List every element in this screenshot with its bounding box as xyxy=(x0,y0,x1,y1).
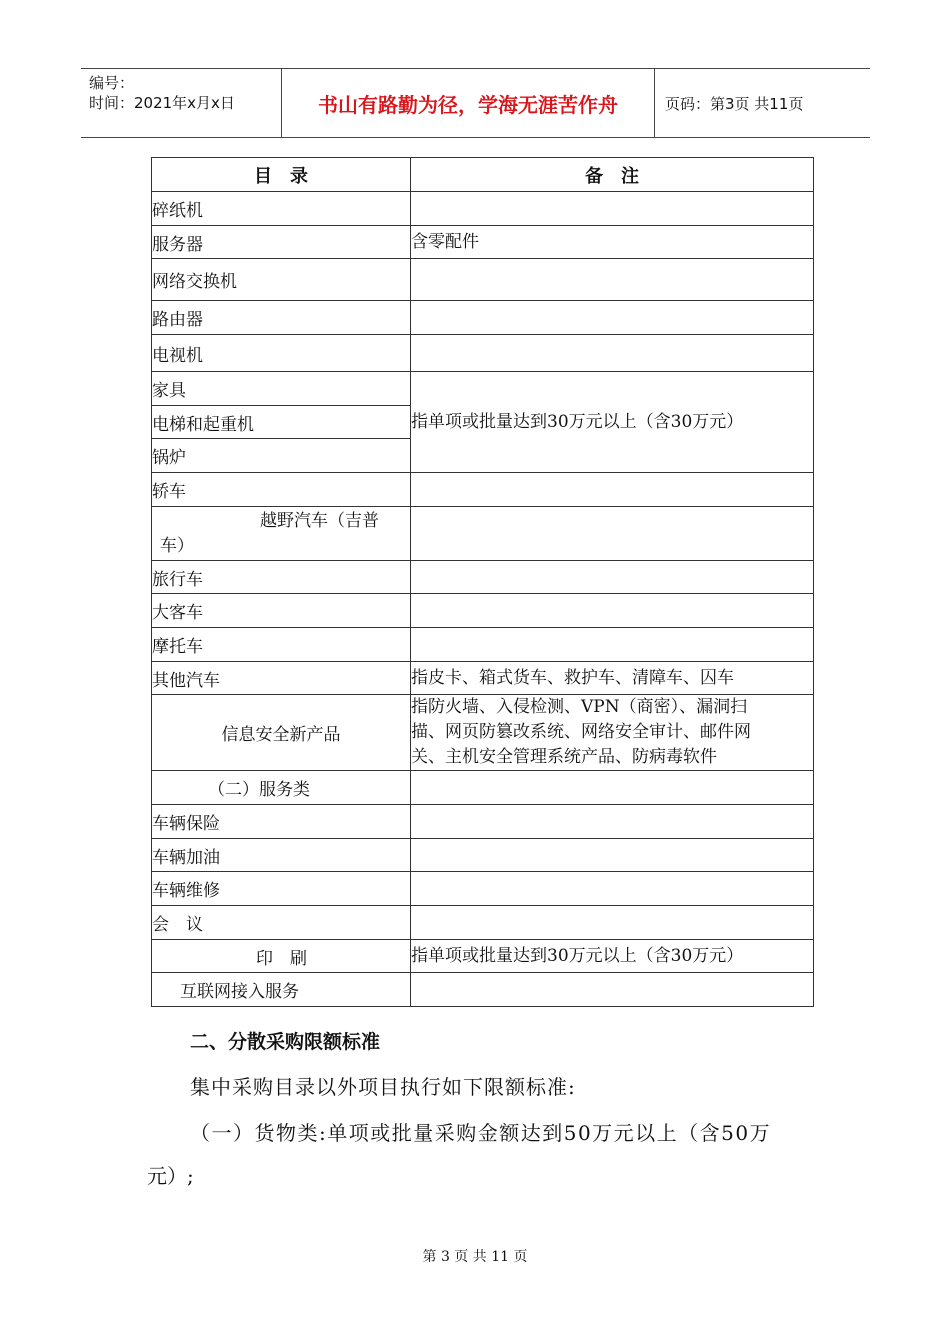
table-row xyxy=(152,507,814,561)
col-header-remark: 备 注 xyxy=(411,158,814,192)
table-row xyxy=(152,805,814,839)
row-item: 路由器 xyxy=(152,301,411,335)
row-item: 家具 xyxy=(152,372,411,406)
table-row xyxy=(152,259,814,301)
row-item: 印 刷 xyxy=(152,940,411,973)
row-remark xyxy=(411,192,814,226)
table-row xyxy=(152,226,814,259)
row-item: 互联网接入服务 xyxy=(152,973,411,1007)
header-meta xyxy=(81,69,282,137)
row-item: 摩托车 xyxy=(152,628,411,662)
row-remark: 指单项或批量达到30万元以上（含30万元） xyxy=(411,940,814,973)
row-item-line1: 越野汽车（吉普 xyxy=(260,510,379,531)
time-label: 时间：2021年x月x日 xyxy=(89,94,235,112)
row-item: 网络交换机 xyxy=(152,259,411,301)
table-row xyxy=(152,301,814,335)
paragraph-line: 元）; xyxy=(147,1164,194,1188)
row-remark xyxy=(411,839,814,872)
row-item-line2: 车） xyxy=(160,535,194,556)
remark-line: 指防火墙、入侵检测、VPN（商密）、漏洞扫 xyxy=(411,697,748,717)
row-remark xyxy=(411,594,814,628)
header-motto: 书山有路勤为径，学海无涯苦作舟 xyxy=(282,69,655,137)
paragraph-line: （一）货物类:单项或批量采购金额达到50万元以上（含50万 xyxy=(190,1121,772,1145)
row-item-wrapped xyxy=(152,507,411,561)
row-item: 信息安全新产品 xyxy=(152,695,411,771)
row-remark: 含零配件 xyxy=(411,226,814,259)
row-remark-merged: 指单项或批量达到30万元以上（含30万元） xyxy=(411,372,814,473)
row-remark xyxy=(411,507,814,561)
row-remark xyxy=(411,628,814,662)
row-item: 大客车 xyxy=(152,594,411,628)
table-row xyxy=(152,335,814,372)
table-row xyxy=(152,973,814,1007)
row-item: 其他汽车 xyxy=(152,662,411,695)
table-row xyxy=(152,906,814,940)
row-item: 车辆维修 xyxy=(152,872,411,906)
paragraph: 集中采购目录以外项目执行如下限额标准: xyxy=(190,1075,576,1099)
row-item: 锅炉 xyxy=(152,439,411,473)
table-row xyxy=(152,372,814,406)
row-item: 车辆加油 xyxy=(152,839,411,872)
row-item: 服务器 xyxy=(152,226,411,259)
row-remark xyxy=(411,805,814,839)
table-row xyxy=(152,561,814,594)
page-header xyxy=(81,68,870,138)
catalog-table xyxy=(151,157,814,1007)
table-header-row xyxy=(152,158,814,192)
table-row xyxy=(152,192,814,226)
row-item: 碎纸机 xyxy=(152,192,411,226)
table-row xyxy=(152,872,814,906)
row-remark xyxy=(411,335,814,372)
section-title: 二、分散采购限额标准 xyxy=(190,1031,381,1053)
row-item: 会 议 xyxy=(152,906,411,940)
table-row xyxy=(152,695,814,771)
table-row xyxy=(152,662,814,695)
row-item-section: （二）服务类 xyxy=(152,771,411,805)
remark-line: 关、主机安全管理系统产品、防病毒软件 xyxy=(411,747,717,767)
number-label: 编号： xyxy=(89,74,135,92)
row-item: 电梯和起重机 xyxy=(152,406,411,439)
row-remark-multiline xyxy=(411,695,814,771)
table-row xyxy=(152,839,814,872)
header-page-info: 页码：第3页 共11页 xyxy=(665,94,804,113)
table-row xyxy=(152,771,814,805)
row-remark xyxy=(411,973,814,1007)
row-item: 电视机 xyxy=(152,335,411,372)
row-item: 轿车 xyxy=(152,473,411,507)
table-row xyxy=(152,940,814,973)
row-remark: 指皮卡、箱式货车、救护车、清障车、囚车 xyxy=(411,662,814,695)
row-remark xyxy=(411,259,814,301)
remark-line: 描、网页防篡改系统、网络安全审计、邮件网 xyxy=(411,722,751,742)
row-item: 车辆保险 xyxy=(152,805,411,839)
row-remark xyxy=(411,561,814,594)
row-remark xyxy=(411,872,814,906)
page-footer: 第 3 页 共 11 页 xyxy=(422,1249,528,1265)
row-remark xyxy=(411,301,814,335)
table-row xyxy=(152,628,814,662)
row-remark xyxy=(411,906,814,940)
table-row xyxy=(152,594,814,628)
col-header-catalog: 目 录 xyxy=(152,158,411,192)
row-item: 旅行车 xyxy=(152,561,411,594)
row-remark xyxy=(411,473,814,507)
table-row xyxy=(152,473,814,507)
row-remark xyxy=(411,771,814,805)
